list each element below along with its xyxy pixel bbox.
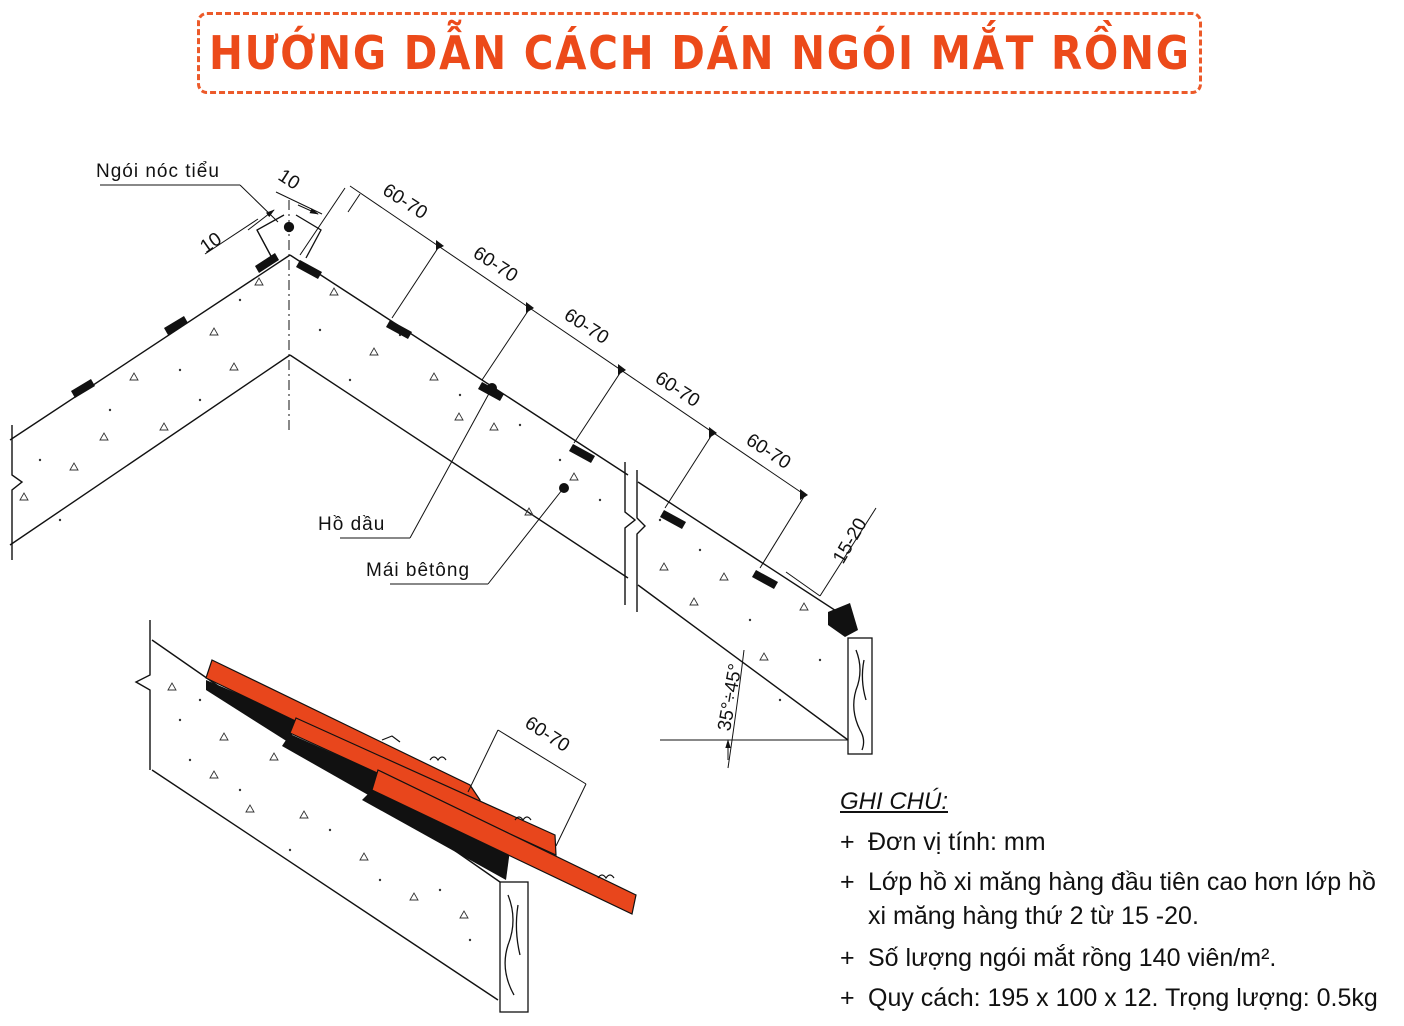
slope-angle-dimension (660, 650, 848, 768)
concrete-roof-slab (10, 200, 850, 740)
spacing-label-5: 60-70 (742, 429, 795, 474)
spacing-label-4: 60-70 (651, 367, 704, 412)
notes-heading: GHI CHÚ: (840, 788, 948, 815)
slope-angle-label: 35°÷45° (714, 662, 747, 733)
concrete-texture (20, 278, 821, 701)
spacing-label-1: 60-70 (378, 179, 431, 224)
mortar-label: Hồ dầu (318, 514, 386, 535)
roof-tiles (206, 660, 636, 914)
spacing-dimension-line (348, 186, 876, 596)
spacing-ticks (436, 240, 808, 500)
tile-detail-eave-board (500, 882, 528, 1012)
tile-detail-mortar (206, 680, 510, 880)
tile-overlap-label: 60-70 (520, 712, 574, 757)
page-title: HƯỚNG DẪN CÁCH DÁN NGÓI MẮT RỒNG (208, 26, 1191, 80)
note-item-4: + Quy cách: 195 x 100 x 12. Trọng lượng: 0.5kg (840, 984, 1378, 1012)
note-item-2-continuation: xi măng hàng thứ 2 từ 15 -20. (868, 902, 1199, 930)
ridge-gap-right-label: 10 (274, 165, 304, 195)
notes-panel (840, 788, 1400, 1022)
note-item-1: + Đơn vị tính: mm (840, 828, 1046, 856)
eave-board (848, 638, 872, 754)
note-item-3: + Số lượng ngói mắt rồng 140 viên/m². (840, 944, 1277, 972)
spacing-label-3: 60-70 (560, 304, 613, 349)
first-row-raise-label: 15-20 (829, 514, 872, 568)
concrete-roof-label: Mái bêtông (366, 560, 471, 581)
ridge-gap-dimensions (205, 188, 345, 255)
note-item-2: + Lớp hồ xi măng hàng đầu tiên cao hơn lớp hồ (840, 868, 1376, 896)
ridge-gap-left-label: 10 (196, 228, 226, 258)
spacing-label-2: 60-70 (469, 242, 522, 287)
ridge-tile-label: Ngói nóc tiểu (96, 161, 220, 182)
